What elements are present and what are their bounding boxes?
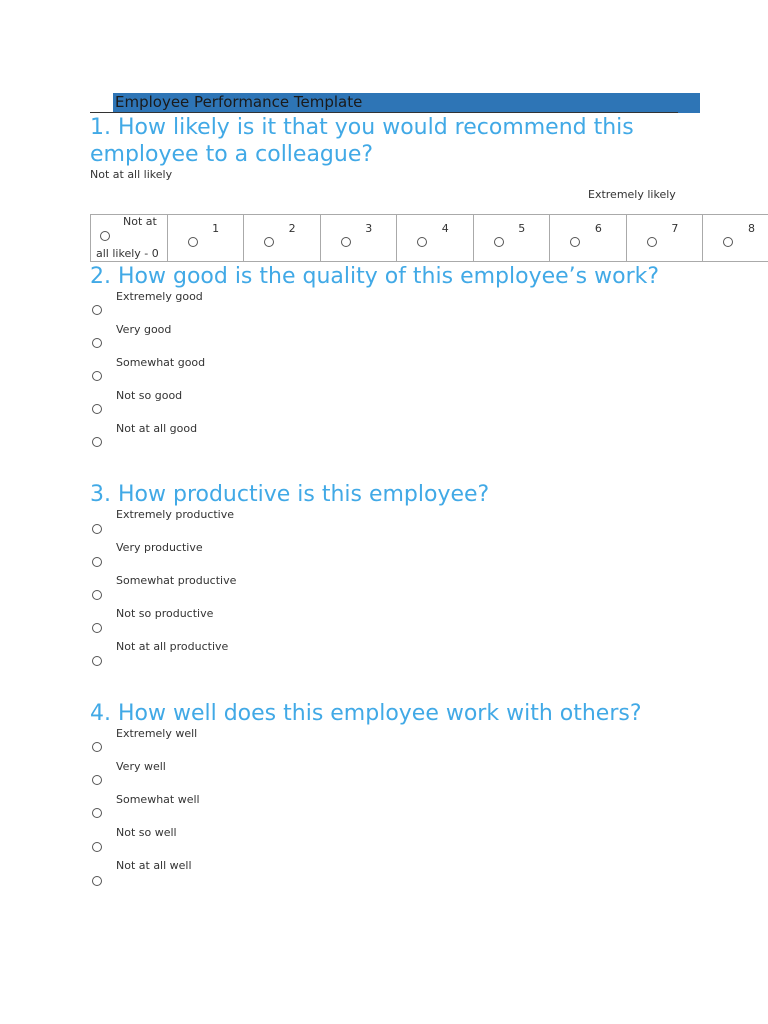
radio-button[interactable]: [92, 656, 102, 666]
scale-value-label: 3: [365, 222, 373, 235]
option-label: Not so well: [116, 826, 177, 839]
scale-value-label: 2: [288, 222, 296, 235]
scale-cell-6[interactable]: [550, 215, 627, 262]
radio-button[interactable]: [92, 338, 102, 348]
radio-button[interactable]: [92, 404, 102, 414]
radio-button[interactable]: [92, 876, 102, 886]
option-label: Very productive: [116, 541, 203, 554]
scale-cell-7[interactable]: [626, 215, 703, 262]
radio-button[interactable]: [92, 590, 102, 600]
scale-cell-0-label-bottom: all likely - 0: [96, 247, 159, 260]
radio-button[interactable]: [188, 237, 198, 247]
question-1-heading: 1. How likely is it that you would recommend this employee to a colleague?: [90, 115, 634, 167]
scale-cell-5[interactable]: [473, 215, 550, 262]
option-label: Not at all good: [116, 422, 198, 435]
option-label: Not at all well: [116, 859, 192, 872]
scale-value-label: 6: [594, 222, 602, 235]
option-label: Very well: [116, 760, 166, 773]
radio-button[interactable]: [92, 623, 102, 633]
scale-value-label: 5: [518, 222, 526, 235]
option-label: Very good: [116, 323, 172, 336]
radio-button[interactable]: [417, 237, 427, 247]
option-label: Not at all productive: [116, 640, 229, 653]
radio-button[interactable]: [647, 237, 657, 247]
scale-cell-0[interactable]: [91, 215, 168, 262]
scale-low-label: Not at all likely: [90, 168, 173, 181]
radio-button[interactable]: [100, 231, 110, 241]
question-2-heading: 2. How good is the quality of this employee’s work?: [90, 264, 660, 289]
radio-button[interactable]: [341, 237, 351, 247]
radio-button[interactable]: [264, 237, 274, 247]
title-underline: [90, 112, 678, 113]
scale-cell-1[interactable]: [167, 215, 244, 262]
option-label: Extremely good: [116, 290, 203, 303]
scale-cell-3[interactable]: [320, 215, 397, 262]
radio-button[interactable]: [723, 237, 733, 247]
question-3-heading: 3. How productive is this employee?: [90, 482, 490, 507]
radio-button[interactable]: [92, 371, 102, 381]
scale-cell-0-label-top: Not at: [123, 215, 157, 228]
document-title: Employee Performance Template: [115, 93, 363, 111]
radio-button[interactable]: [92, 775, 102, 785]
radio-button[interactable]: [92, 842, 102, 852]
scale-value-label: 7: [671, 222, 679, 235]
option-label: Not so good: [116, 389, 183, 402]
option-label: Somewhat productive: [116, 574, 237, 587]
scale-high-label: Extremely likely: [588, 188, 676, 201]
radio-button[interactable]: [92, 557, 102, 567]
radio-button[interactable]: [92, 305, 102, 315]
radio-button[interactable]: [570, 237, 580, 247]
option-label: Extremely well: [116, 727, 198, 740]
option-label: Extremely productive: [116, 508, 235, 521]
radio-button[interactable]: [92, 524, 102, 534]
question-4-heading: 4. How well does this employee work with others?: [90, 701, 642, 726]
radio-button[interactable]: [494, 237, 504, 247]
radio-button[interactable]: [92, 742, 102, 752]
scale-cell-2[interactable]: [244, 215, 321, 262]
likelihood-scale-table: [90, 214, 768, 262]
scale-value-label: 1: [212, 222, 220, 235]
scale-value-label: 8: [748, 222, 755, 235]
scale-value-label: 4: [441, 222, 449, 235]
radio-button[interactable]: [92, 437, 102, 447]
scale-cell-8[interactable]: [703, 215, 768, 262]
option-label: Somewhat good: [116, 356, 206, 369]
option-label: Somewhat well: [116, 793, 200, 806]
option-label: Not so productive: [116, 607, 214, 620]
scale-cell-4[interactable]: [397, 215, 474, 262]
radio-button[interactable]: [92, 808, 102, 818]
